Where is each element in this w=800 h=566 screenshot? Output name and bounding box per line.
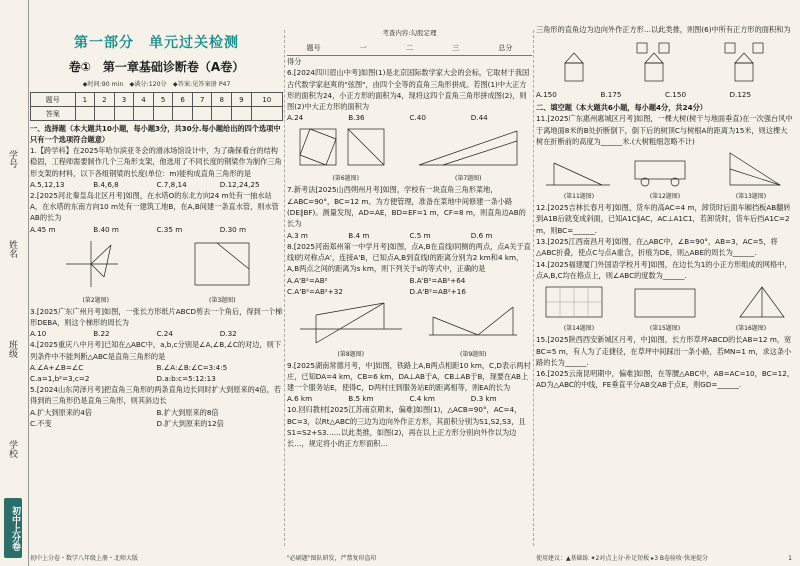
score-label: 得分 (287, 57, 302, 66)
option: C.7,8,14 (156, 179, 187, 189)
answer-cell (153, 107, 173, 121)
answer-table (30, 92, 283, 121)
answer-cell (173, 107, 193, 121)
part-title: 第一部分 单元过关检测 (74, 35, 239, 51)
question-14: 14.[2025福建厦门外国语学校月考]如图，在边长为1的小正方形组成的网格中，点A,B,C均在格点上，则∠ABC的度数为______. (536, 259, 792, 280)
section-fill-title: 二、填空题（本大题共6小题，每小题4分，共24分） (536, 103, 707, 113)
question-8: 8.[2025河南郑州第一中学月考]如图，点A,B在直线l同侧的两点，点A关于直线l的对称点A'，连接A'B，已知点A,B到直线l的距离分别为2 km和4 km，A,B两点之间的距离为s km，则下列关于s的等式中，正确的是 (287, 241, 531, 274)
figure-2-compass (56, 237, 136, 291)
option: C.35 m (156, 224, 183, 234)
option: B.扩大到原来的8倍 (156, 407, 219, 417)
option: D.a:b:c=5:12:13 (156, 373, 216, 383)
option: A.5,12,13 (30, 179, 65, 189)
question-4-options (30, 362, 283, 384)
question-5: 5.[2024山东菏泽月考]把直角三角形的两条直角边长同时扩大到原来的4倍，若得到的三角形仍是直角三角形，则其斜边长 (30, 384, 281, 406)
option: C.24 (156, 329, 173, 339)
question-12: 12.[2025吉林长春月考]如图，货车的高AC=4 m，卸货时后面车厢挡板AB翻转到A1B后就变成斜面，已知A1C∥AC，AC⊥A1C1，若卸货时，货车后挡A1C=2 m，则BC=______. (536, 203, 791, 235)
option: D.3 km (470, 394, 497, 404)
middle-footer: "必刷题"图队研发，严禁复印盗印 (287, 555, 377, 562)
figures-11-13 (540, 149, 790, 189)
page-number: 1 (788, 555, 792, 562)
option: A.45 m (30, 224, 56, 234)
option: C.不变 (30, 418, 52, 428)
score-header: 总分 (498, 44, 513, 52)
score-header: 二 (405, 44, 413, 52)
answer-table-header: 8 (212, 93, 232, 107)
answer-table-header: 9 (232, 93, 252, 107)
question-3-options (30, 328, 283, 339)
option: C.5 m (409, 230, 431, 240)
answer-cell (75, 107, 95, 121)
answer-cell (251, 107, 282, 121)
score-row (287, 43, 532, 56)
question-6: 6.[2024四川眉山中考]如图(1)是北京国际数学家大会的会标，它取材于我国古代数学家赵爽的"弦图"，由四个全等的直角三角形拼成。若图(1)中大正方形的面积为24，小正方形的面积为4，现将这四个直角三角形拼成图(2)，则图(2)中大正方形的面积为 (287, 68, 530, 112)
question-2: 2.[2025河北秦皇岛北区月考]如图，在水塔O的东北方向24 m处有一抽水站A，在水塔的东南方向10 m处有一建筑工地B，在A,B间建一条直水管，则水管AB的长为 (30, 190, 279, 223)
figure-9-rail (423, 299, 523, 345)
figure-caption: (第14题图) (563, 325, 595, 333)
option: A.24 (287, 113, 304, 123)
figure-2-caption: (第2题图) (82, 296, 109, 304)
question-13: 13.[2025江西南昌月考]如图，在△ABC中，∠B=90°，AB=3，AC=5，将△ABC折叠，使点C与点A重合，折痕为DE，则△ABE的周长为______. (536, 237, 778, 258)
option: A.扩大到原来的4倍 (30, 407, 92, 417)
option: B.36 (348, 113, 365, 123)
question-9: 9.[2025湖南常德月考，中]如图，铁路上A,B两点相距10 km，C,D表示两村庄，已知DA=4 km，CB=6 km，DA⊥AB于A，CB⊥AB于B，现要在AB上建一个服务站E，使得C，D两村庄到服务站E的距离相等，则EA的长为 (287, 360, 531, 393)
question-11: 11.[2025广东惠州惠城区月考]如图，一棵大树(树干与地面垂直)在一次强台风中于离地面8米的B处折断倒下，倒下后的树顶C与树根A的距离为15米，则这棵大树在折断前的高度为______米.(大树粗细忽略不计) (536, 114, 793, 146)
option: C.4 km (409, 394, 435, 404)
question-7: 7.新考法[2025山西朔州月考]如图，学校有一块直角三角形菜地，∠ABC=90°，BC=12 m。为方便管理，准备在菜地中间修建一条小路(DE∥BF)。测量发现，AD=AE，BD=EF=1 m，CF=8 m，则直角边AB的长为 (287, 185, 526, 229)
figure-8-reflection (296, 299, 406, 345)
question-6-options (287, 112, 532, 123)
option: D.A'B²=AB²+16 (409, 286, 466, 296)
answer-table-header: 1 (75, 93, 95, 107)
figure-caption: (第15题图) (649, 325, 681, 333)
answer-table-header: 6 (173, 93, 193, 107)
answer-table-header: 2 (95, 93, 115, 107)
answer-cell (192, 107, 212, 121)
option: A.∠A+∠B=∠C (30, 362, 84, 372)
figure-7-caption: (第7题图) (455, 175, 482, 183)
answer-table-header: 10 (251, 93, 282, 107)
question-7-options (287, 230, 532, 241)
question-10: 10.回归教材[2025江苏南京期末，偏难]如图(1)，△ACB=90°，AC=4，BC=3，以Rt△ABC的三边为边向外作正方形，其面积分别为S1,S2,S3，且S1=S2+S3……以此类推，如图(2)，再在以上正方形分别向外作以为边长…，规定将小的正方形面积… (287, 405, 526, 449)
question-15: 15.[2025陕西西安新城区月考，中]如图，长方形草坪ABCD的长AB=12 m，宽BC=5 m，有人为了走捷径，在草坪中间踩出一条小路，若MN=1 m，求这条小路的长为______. (536, 335, 792, 367)
option: A.A'B²=AB² (287, 275, 328, 285)
sidebar-label-school: 学校 (7, 440, 17, 458)
option: B.22 (93, 329, 110, 339)
answer-table-header: 3 (114, 93, 134, 107)
paper-meta: ◆时间:90 min ◆满分:120分 ◆答案:见答案册 P47 (82, 81, 231, 88)
score-header: 一 (359, 44, 367, 52)
sidebar-label-id: 学号 (7, 150, 17, 168)
right-column (536, 0, 794, 566)
right-footer: 使用建议：▲基础练 ✦2对点上分·补足短板 ▸3 B卷验收·快速提分 (536, 555, 708, 562)
option: D.32 (219, 329, 237, 339)
question-4: 4.[2025重庆八中月考]已知在△ABC中，a,b,c分别是∠A,∠B,∠C的对边，则下列条件中不能判断△ABC是直角三角形的是 (30, 340, 282, 361)
topic-line: 考查内容:勾股定理 (382, 29, 437, 37)
paper-title: 卷① 第一章基础诊断卷（A卷） (68, 60, 245, 74)
figure-10-pythagoras-tree (545, 37, 785, 87)
figure-caption: (第12题图) (649, 193, 681, 201)
answer-row-label: 答案 (31, 107, 76, 121)
option: D.30 m (219, 224, 247, 234)
figures-14-16 (540, 283, 790, 321)
score-header: 题号 (306, 44, 321, 52)
question-5-options (30, 407, 283, 429)
caption-row-2 (536, 323, 794, 332)
middle-column (287, 0, 532, 566)
option: B.4 m (348, 230, 370, 240)
figure-3-caption: (第3题图) (209, 296, 236, 304)
question-3: 3.[2025广东广州月考]如图，一张长方形纸片ABCD剪去一个角后，得到一个梯形DEBA，则这个梯形的周长为 (30, 306, 283, 328)
question-1: 1.【跨学科】在2025年哈尔滨亚冬会的滑冰场馆设计中，为了确保看台的结构稳固，工程师需要制作几个三角形支架，他选用了不同长度的钢梁作为制作三角形支架的材料，以下各组钢梁的长度(单位：m)能构成直角三角形的是 (30, 146, 282, 178)
question-1-options (30, 179, 283, 190)
column-divider-2 (533, 30, 534, 546)
option: B.∠A:∠B:∠C=3:4:5 (156, 362, 228, 372)
option: D.125 (729, 90, 752, 100)
figure-6-caption: (第6题图) (332, 175, 359, 183)
figure-8-caption: (第8题图) (337, 350, 364, 358)
left-footer: 初中上分卷・数学八年级上册・北师大版 (30, 555, 139, 562)
figure-9-caption: (第9题图) (460, 350, 487, 358)
sidebar-brand: 初中上分卷 (4, 498, 22, 558)
answer-table-header: 5 (153, 93, 173, 107)
answer-cell (212, 107, 232, 121)
sidebar-label-class: 班级 (7, 340, 17, 358)
question-8-options (287, 275, 532, 297)
score-header: 三 (452, 44, 460, 52)
option: A.3 m (287, 230, 308, 240)
option: A.6 km (287, 394, 313, 404)
option: C.A'B²=AB²+32 (287, 286, 343, 296)
option: C.40 (409, 113, 426, 123)
option: A.10 (30, 329, 47, 339)
figure-7-triangle-path (413, 125, 523, 169)
option: D.6 m (470, 230, 493, 240)
answer-cell (232, 107, 252, 121)
option: A.150 (536, 90, 557, 100)
question-16: 16.[2025云南昆明期中，偏难]如图，在等腰△ABC中，AB=AC=10，BC=12，AD为△ABC的中线，FE垂直平分AB交AB于点E，则GD=______. (536, 369, 794, 390)
option: B.4,6,8 (93, 179, 119, 189)
figure-3-trapezoid (187, 237, 257, 291)
column-divider (284, 30, 285, 546)
question-10-options (536, 89, 794, 100)
sidebar-label-name: 姓名 (7, 240, 17, 258)
answer-cell (114, 107, 134, 121)
answer-table-header: 4 (134, 93, 154, 107)
figure-caption: (第13题图) (735, 193, 767, 201)
option: C.a=1,b²=3,c=2 (30, 373, 90, 383)
caption-row-1 (536, 191, 794, 200)
option: B.175 (600, 90, 622, 100)
option: B.40 m (93, 224, 119, 234)
section-choice-title: 一、选择题（本大题共10小题，每小题3分，共30分.每小题给出的四个选项中只有一个选项符合题意） (30, 124, 281, 144)
option: B.5 km (348, 394, 374, 404)
question-10-continued: 三角形的直角边为边向外作正方形…以此类推，则图(6)中所有正方形的面积和为 (536, 25, 791, 34)
question-9-options (287, 393, 532, 404)
figure-caption: (第16题图) (735, 325, 767, 333)
figure-6-squares (296, 125, 396, 169)
option: B.A'B²=AB²+64 (409, 275, 466, 285)
option: D.44 (470, 113, 488, 123)
answer-table-header: 题号 (31, 93, 76, 107)
left-column (30, 0, 283, 566)
figure-caption: (第11题图) (563, 193, 595, 201)
answer-cell (95, 107, 115, 121)
answer-cell (134, 107, 154, 121)
option: D.12,24,25 (219, 179, 260, 189)
option: C.150 (665, 90, 687, 100)
binding-sidebar (0, 0, 29, 566)
option: D.扩大到原来的12倍 (156, 418, 224, 428)
question-2-options (30, 224, 283, 235)
answer-table-header: 7 (192, 93, 212, 107)
